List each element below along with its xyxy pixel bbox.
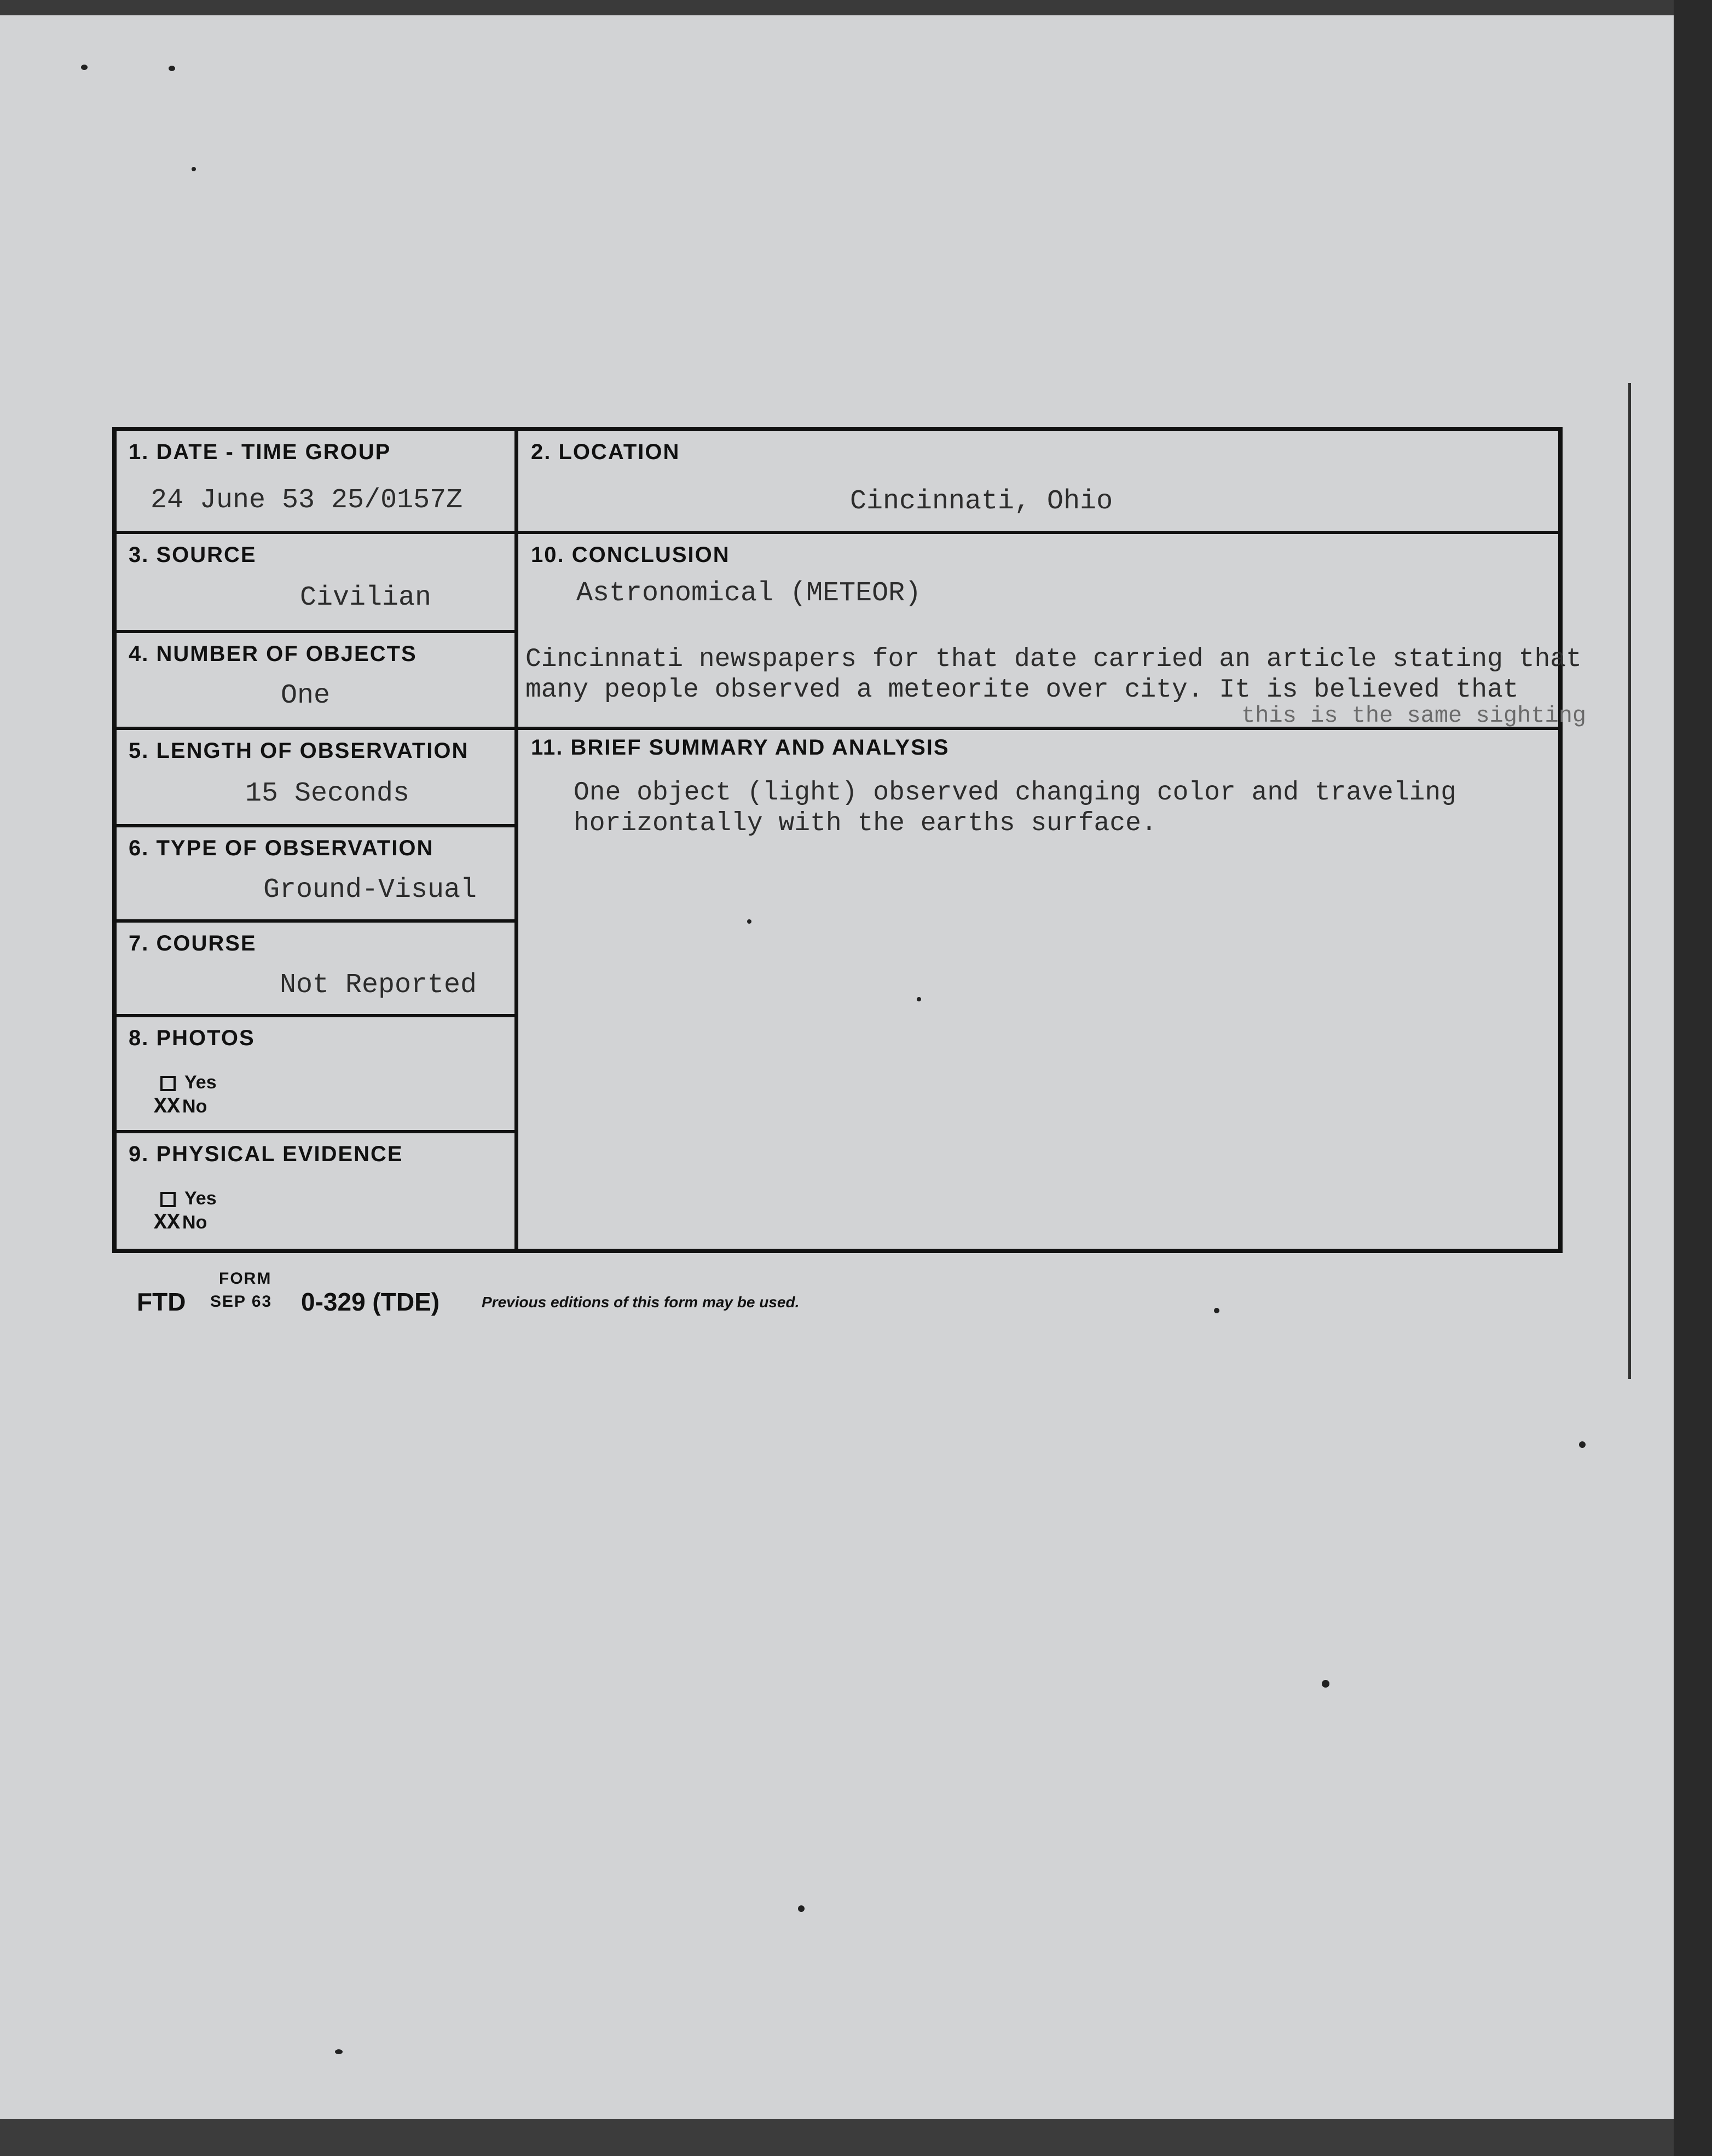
scan-speck <box>81 65 88 70</box>
physical-evidence-cell <box>117 1133 514 1253</box>
length-of-observation-cell <box>117 730 514 824</box>
scan-speck <box>169 66 175 71</box>
scan-speck <box>192 167 196 171</box>
location-label: 2. LOCATION <box>531 440 680 464</box>
course-value: Not Reported <box>280 970 477 1001</box>
length-of-observation-value: 15 Seconds <box>245 778 410 809</box>
physical-evidence-label: 9. PHYSICAL EVIDENCE <box>129 1142 403 1166</box>
photos-cell <box>117 1017 514 1130</box>
location-value: Cincinnati, Ohio <box>850 486 1113 517</box>
source-label: 3. SOURCE <box>129 543 257 567</box>
footer-form-code: 0-329 (TDE) <box>301 1288 440 1316</box>
physical-evidence-no-label: No <box>182 1212 207 1233</box>
scan-speck <box>1322 1680 1329 1688</box>
photos-no-checkmark: XX <box>154 1095 181 1120</box>
number-of-objects-cell <box>117 633 514 727</box>
summary-line-1: One object (light) observed changing color and traveling <box>574 778 1457 808</box>
type-of-observation-cell <box>117 827 514 919</box>
length-of-observation-label: 5. LENGTH OF OBSERVATION <box>129 739 469 763</box>
footer-ftd: FTD <box>137 1288 186 1316</box>
conclusion-cell <box>519 534 1587 729</box>
photos-no-option[interactable] <box>154 1095 207 1120</box>
report-form <box>112 427 1587 1253</box>
footer-previous-editions: Previous editions of this form may be used. <box>482 1294 800 1311</box>
footer-form-word: FORM <box>219 1270 272 1288</box>
physical-evidence-no-option[interactable] <box>154 1211 207 1236</box>
scan-speck <box>798 1905 805 1912</box>
photos-yes-checkbox[interactable] <box>160 1076 176 1091</box>
footer-sep: SEP 63 <box>210 1293 273 1311</box>
date-time-group-cell <box>117 431 514 531</box>
course-label: 7. COURSE <box>129 931 257 955</box>
physical-evidence-yes-option[interactable] <box>160 1188 217 1209</box>
scan-margin-line <box>1628 383 1631 1379</box>
photos-yes-label: Yes <box>184 1072 217 1093</box>
scan-border-right <box>1674 0 1712 2156</box>
type-of-observation-value: Ground-Visual <box>263 874 477 906</box>
source-cell <box>117 534 514 630</box>
summary-line-2: horizontally with the earths surface. <box>574 809 1157 838</box>
summary-cell <box>519 730 1559 1253</box>
conclusion-note-line-1: Cincinnati newspapers for that date carried an article stating that <box>525 645 1582 674</box>
physical-evidence-no-checkmark: XX <box>154 1211 181 1236</box>
scan-speck <box>335 2049 343 2054</box>
scan-border-bottom <box>0 2119 1712 2156</box>
summary-label: 11. BRIEF SUMMARY AND ANALYSIS <box>531 735 950 760</box>
scan-speck <box>1214 1308 1219 1313</box>
scan-speck <box>1579 1441 1586 1448</box>
course-cell <box>117 923 514 1014</box>
photos-yes-option[interactable] <box>160 1072 217 1093</box>
location-cell <box>519 431 1559 531</box>
conclusion-value: Astronomical (METEOR) <box>576 578 922 609</box>
date-time-group-label: 1. DATE - TIME GROUP <box>129 440 391 464</box>
photos-label: 8. PHOTOS <box>129 1026 255 1050</box>
conclusion-label: 10. CONCLUSION <box>531 543 730 567</box>
scan-border-top <box>0 0 1712 15</box>
source-value: Civilian <box>300 582 432 613</box>
physical-evidence-yes-checkbox[interactable] <box>160 1192 176 1207</box>
type-of-observation-label: 6. TYPE OF OBSERVATION <box>129 836 434 860</box>
physical-evidence-yes-label: Yes <box>184 1188 217 1209</box>
number-of-objects-value: One <box>281 680 331 711</box>
conclusion-note-line-3: this is the same sighting <box>1241 703 1587 729</box>
photos-no-label: No <box>182 1096 207 1117</box>
conclusion-note-line-2: many people observed a meteorite over city. It is believed that <box>525 675 1519 705</box>
number-of-objects-label: 4. NUMBER OF OBJECTS <box>129 642 417 666</box>
date-time-group-value: 24 June 53 25/0157Z <box>151 485 463 516</box>
